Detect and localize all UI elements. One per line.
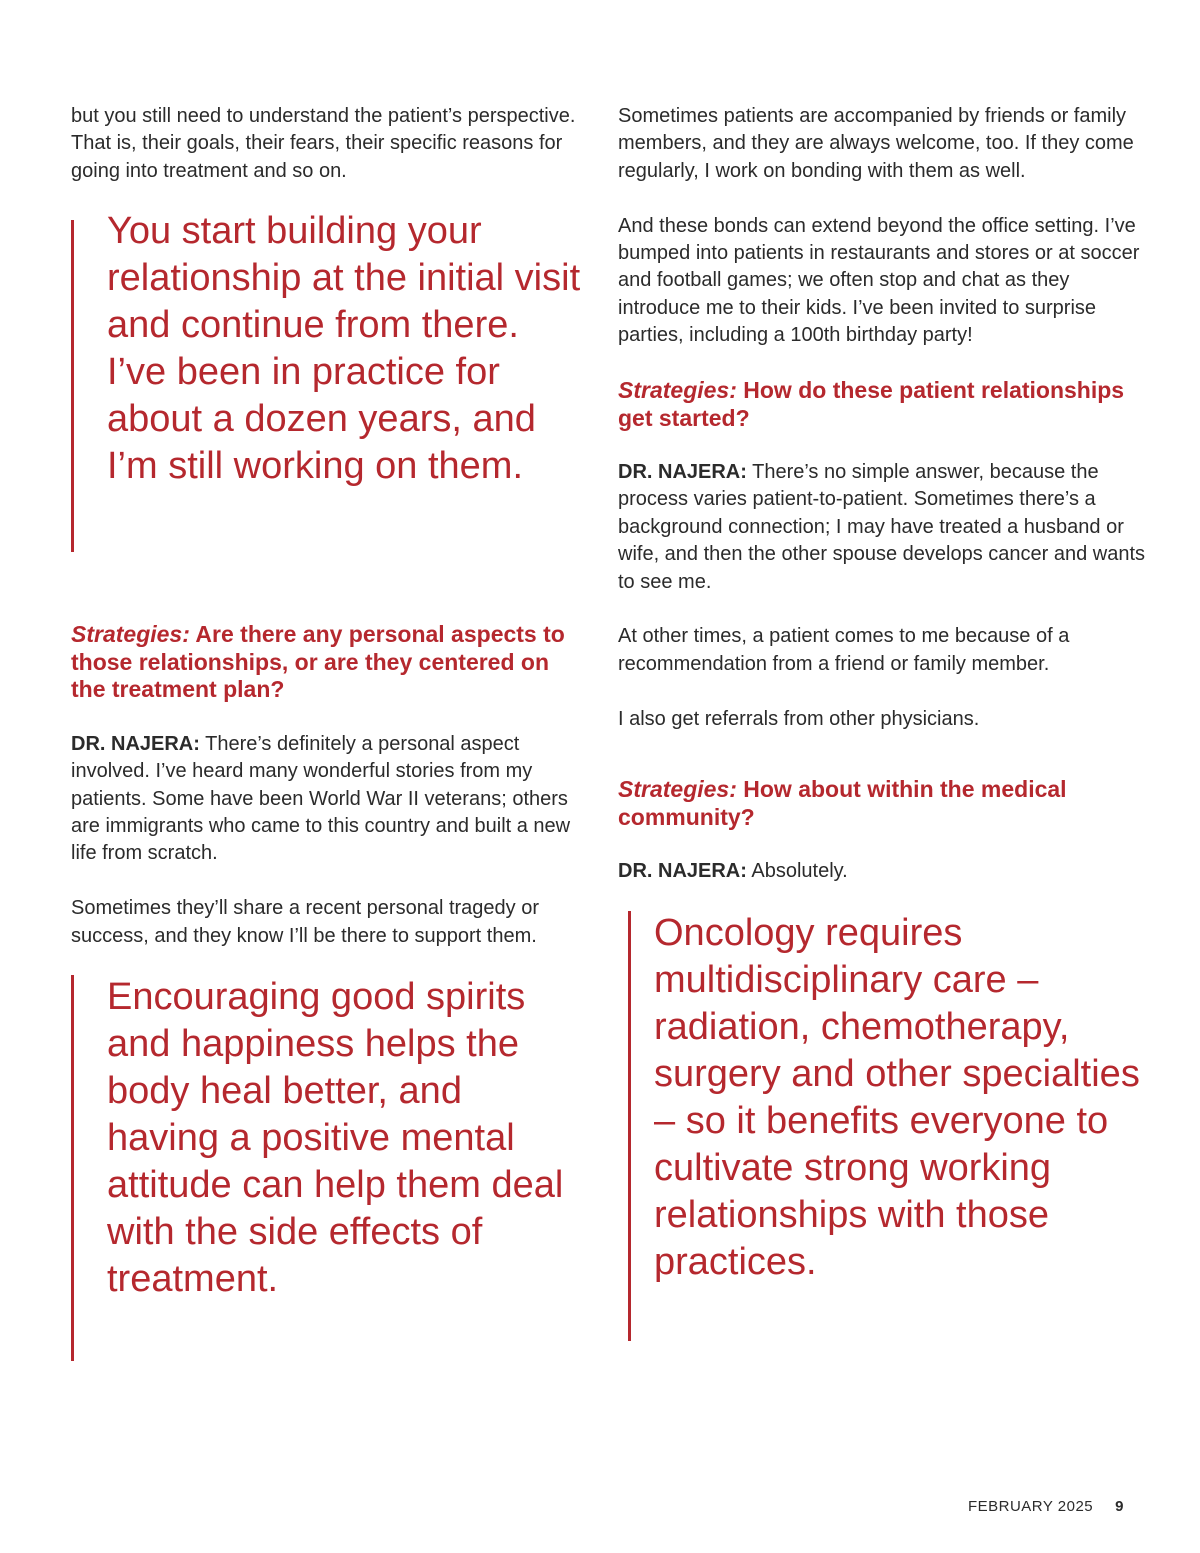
pull-quote-text: Encouraging good spirits and happiness helps the body heal better, and having a positive mental attitude can help them deal with the side effects of treatment.	[107, 976, 564, 1301]
question-lead: Strategies:	[618, 776, 737, 803]
question-lead: Strategies:	[618, 377, 737, 404]
answer-paragraph	[618, 459, 1148, 596]
body-paragraph: And these bonds can extend beyond the office setting. I’ve bumped into patients in restaurants and stores or at soccer and football games; we often stop and chat as they introduce me to their kids. I’ve been invited to surprise parties, including a 100th birthday party!	[618, 214, 1140, 347]
left-column	[71, 103, 581, 1361]
body-paragraph: I also get referrals from other physicians.	[618, 707, 980, 730]
pull-quote	[71, 210, 581, 552]
answer-text: There’s definitely a personal aspect involved. I’ve heard many wonderful stories from my patients. Some have been World War II veterans; others are immigrants who came to this country and built a new life from scratch.	[71, 732, 571, 865]
issue-date: FEBRUARY 2025	[967, 1498, 1094, 1515]
question-text: How about within the medical community?	[618, 776, 1067, 830]
page-footer	[968, 1498, 1124, 1515]
answer-text: There’s no simple answer, because the process varies patient-to-patient. Sometimes there’s a background connection; I may have treated a husband or wife, and then the other spouse develops cancer and wants to see me.	[618, 461, 1146, 593]
speaker-label: DR. NAJERA:	[618, 461, 747, 484]
answer-paragraph	[71, 731, 581, 868]
page-number: 9	[1115, 1498, 1124, 1515]
answer-text: Absolutely.	[746, 860, 848, 883]
interview-question	[71, 621, 581, 704]
speaker-label: DR. NAJERA:	[71, 732, 200, 755]
question-lead: Strategies:	[71, 621, 190, 648]
pull-quote-text: You start building your relationship at the initial visit and continue from there. I’ve been in practice for about a dozen years, and I’m still working on them.	[107, 210, 581, 488]
pull-quote	[628, 911, 1152, 1341]
body-paragraph: Sometimes they’ll share a recent personal tragedy or success, and they know I’ll be there to support them.	[71, 897, 540, 947]
question-text: How do these patient relationships get started?	[618, 377, 1125, 431]
answer-paragraph	[618, 858, 1148, 885]
pull-quote	[71, 975, 581, 1361]
right-column	[618, 103, 1148, 1341]
pull-quote-text: Oncology requires multidisciplinary care – radiation, chemotherapy, surgery and other specialties – so it benefits everyone to cultivate strong working relationships with those practices.	[654, 911, 1140, 1283]
body-paragraph: but you still need to understand the patient’s perspective. That is, their goals, their fears, their specific reasons for going into treatment and so on.	[71, 105, 576, 182]
interview-question	[618, 776, 1148, 831]
speaker-label: DR. NAJERA:	[618, 860, 747, 883]
question-text: Are there any personal aspects to those relationships, or are they centered on the treatment plan?	[71, 621, 565, 703]
body-paragraph: Sometimes patients are accompanied by friends or family members, and they are always welcome, too. If they come regularly, I work on bonding with them as well.	[618, 105, 1134, 182]
body-paragraph: At other times, a patient comes to me because of a recommendation from a friend or family member.	[618, 625, 1070, 675]
interview-question	[618, 377, 1148, 432]
